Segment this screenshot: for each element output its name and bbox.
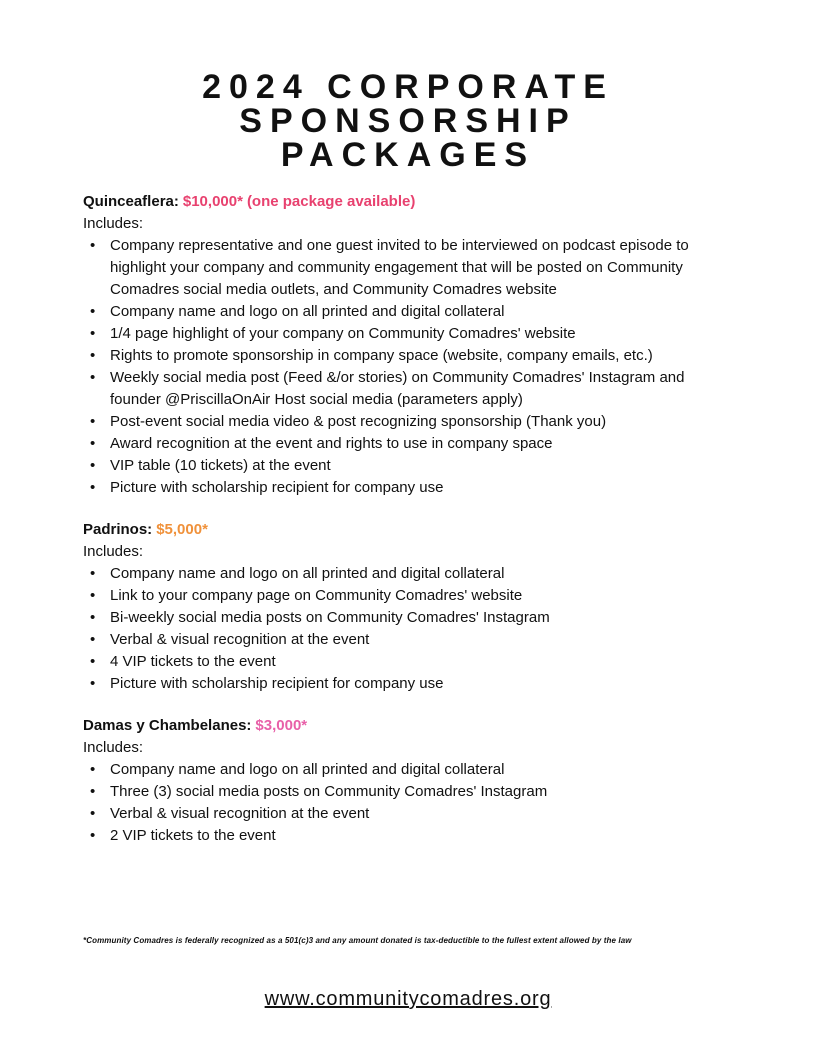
list-item-text: Company name and logo on all printed and digital collateral — [110, 565, 505, 582]
list-item-text: Weekly social media post (Feed &/or stories) on Community Comadres' Instagram and founder @PriscillaOnAir Host social media (parameters apply) — [110, 369, 685, 408]
package-price: $3,000* — [255, 717, 308, 734]
list-item-text: Award recognition at the event and rights to use in company space — [110, 435, 553, 452]
list-item — [83, 411, 733, 433]
list-item — [83, 759, 733, 781]
list-item — [83, 477, 733, 499]
bullet-icon: • — [90, 413, 96, 430]
list-item-text: Rights to promote sponsorship in company space (website, company emails, etc.) — [110, 347, 653, 364]
bullet-icon: • — [90, 653, 96, 670]
packages-list — [83, 191, 733, 847]
bullet-icon: • — [90, 303, 96, 320]
list-item — [83, 673, 733, 695]
list-item-text: Bi-weekly social media posts on Community Comadres' Instagram — [110, 609, 550, 626]
list-item-text: Verbal & visual recognition at the event — [110, 805, 370, 822]
bullet-icon: • — [90, 347, 96, 364]
package-header — [83, 519, 733, 541]
includes-label: Includes: — [83, 215, 144, 232]
list-item — [83, 825, 733, 847]
list-item-text: Company name and logo on all printed and digital collateral — [110, 303, 505, 320]
benefits-list — [83, 563, 733, 695]
list-item — [83, 235, 733, 301]
list-item-text: 2 VIP tickets to the event — [110, 827, 276, 844]
package-name: Quinceaflera: — [83, 193, 179, 210]
bullet-icon: • — [90, 479, 96, 496]
list-item — [83, 433, 733, 455]
bullet-icon: • — [90, 827, 96, 844]
package-header — [83, 715, 733, 737]
list-item-text: Link to your company page on Community Comadres' website — [110, 587, 523, 604]
package-name: Damas y Chambelanes: — [83, 717, 252, 734]
bullet-icon: • — [90, 631, 96, 648]
title-line-2: SPONSORSHIP — [239, 102, 577, 140]
website-link[interactable]: www.communitycomadres.org — [264, 988, 552, 1010]
benefits-list — [83, 235, 733, 499]
list-item — [83, 345, 733, 367]
list-item — [83, 367, 733, 411]
package-damas-y-chambelanes — [83, 715, 733, 847]
package-quinceaflera — [83, 191, 733, 499]
list-item-text: Picture with scholarship recipient for company use — [110, 675, 444, 692]
bullet-icon: • — [90, 435, 96, 452]
bullet-icon: • — [90, 805, 96, 822]
list-item — [83, 301, 733, 323]
list-item-text: 4 VIP tickets to the event — [110, 653, 276, 670]
bullet-icon: • — [90, 237, 96, 254]
bullet-icon: • — [90, 325, 96, 342]
bullet-icon: • — [90, 565, 96, 582]
list-item — [83, 803, 733, 825]
list-item-text: Three (3) social media posts on Community Comadres' Instagram — [110, 783, 548, 800]
includes-label: Includes: — [83, 739, 144, 756]
bullet-icon: • — [90, 609, 96, 626]
tax-deductible-footnote: *Community Comadres is federally recognized as a 501(c)3 and any amount donated is tax-deductible to the fullest extent allowed by the law — [83, 936, 632, 945]
bullet-icon: • — [90, 783, 96, 800]
bullet-icon: • — [90, 675, 96, 692]
package-header — [83, 191, 733, 213]
package-note: (one package available) — [246, 193, 416, 210]
bullet-icon: • — [90, 369, 96, 386]
list-item — [83, 651, 733, 673]
benefits-list — [83, 759, 733, 847]
title-line-3: PACKAGES — [280, 136, 536, 174]
package-price: $5,000* — [156, 521, 208, 538]
list-item-text: 1/4 page highlight of your company on Community Comadres' website — [110, 325, 576, 342]
list-item — [83, 563, 733, 585]
bullet-icon: • — [90, 457, 96, 474]
list-item — [83, 607, 733, 629]
list-item — [83, 585, 733, 607]
bullet-icon: • — [90, 587, 96, 604]
list-item-text: Post-event social media video & post recognizing sponsorship (Thank you) — [110, 413, 607, 430]
package-padrinos — [83, 519, 733, 695]
list-item-text: Verbal & visual recognition at the event — [110, 631, 370, 648]
list-item — [83, 629, 733, 651]
title-line-1: 2024 CORPORATE — [202, 68, 614, 106]
includes-label: Includes: — [83, 543, 144, 560]
list-item-text: Picture with scholarship recipient for company use — [110, 479, 444, 496]
list-item-text: VIP table (10 tickets) at the event — [110, 457, 331, 474]
list-item-text: Company name and logo on all printed and digital collateral — [110, 761, 505, 778]
list-item-text: Company representative and one guest invited to be interviewed on podcast episode to highlight your company and community engagement that will be posted on Community Comadres social media outlets, and Community Comadres website — [110, 237, 689, 298]
list-item — [83, 781, 733, 803]
page-title — [0, 70, 816, 172]
package-price: $10,000* — [182, 193, 243, 210]
bullet-icon: • — [90, 761, 96, 778]
list-item — [83, 323, 733, 345]
list-item — [83, 455, 733, 477]
package-name: Padrinos: — [83, 521, 153, 538]
